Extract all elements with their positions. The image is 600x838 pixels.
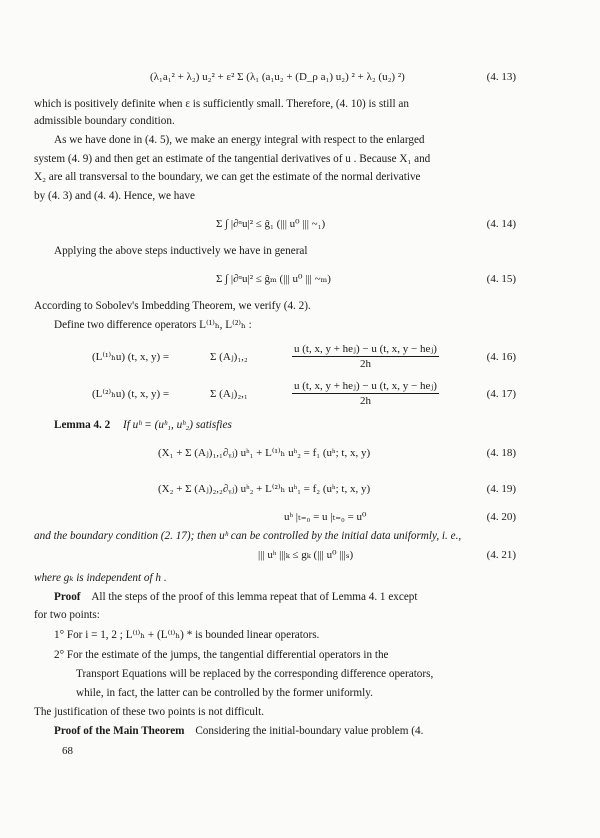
paragraph-line: for two points: <box>34 609 100 621</box>
paragraph-line: The justification of these two points is not difficult. <box>34 706 265 718</box>
paragraph-line: admissible boundary condition. <box>34 115 175 127</box>
lemma-text: If uʰ = (uʰ₁, uʰ₂) satisfies <box>123 419 232 431</box>
equation-body: Σ ∫ |∂ᵅu|² ≤ ĝₘ (||| u⁰ ||| ~ₘ) <box>216 273 331 285</box>
proof-text: All the steps of the proof of this lemma repeat that of Lemma 4. 1 except <box>91 591 418 603</box>
equation-number: (4. 18) <box>486 447 516 459</box>
equation-4-17 <box>0 381 600 411</box>
equation-sum: Σ (Aⱼ)₂,₁ <box>210 388 248 400</box>
equation-sum: Σ (Aⱼ)₁,₂ <box>210 351 248 363</box>
proof-paragraph <box>54 590 418 604</box>
list-item-continuation: while, in fact, the latter can be controlled by the former uniformly. <box>76 687 373 699</box>
equation-4-16 <box>0 344 600 374</box>
equation-body: ||| uʰ |||ₖ ≤ gₖ (||| u⁰ |||ₛ) <box>258 549 354 561</box>
fraction-denominator: 2h <box>359 395 371 407</box>
fraction-denominator: 2h <box>359 358 371 370</box>
equation-fraction <box>292 342 439 371</box>
equation-body: (λ₁a₁² + λ₂) u₂² + ε² Σ (λ₁ (a₁u₂ + (D_ρ a₁) u₂) ² + λ₂ (u₂) ²) <box>150 71 405 83</box>
lemma-continuation: and the boundary condition (2. 17); then uʰ can be controlled by the initial data uniformly, i. e., <box>34 530 462 542</box>
lemma-statement <box>54 418 232 432</box>
list-item: 2° For the estimate of the jumps, the tangential differential operators in the <box>54 649 389 661</box>
equation-number: (4. 19) <box>486 483 516 495</box>
main-proof-label: Proof of the Main Theorem <box>54 725 185 737</box>
equation-number: (4. 21) <box>486 549 516 561</box>
fraction-numerator: u (t, x, y + heⱼ) − u (t, x, y − heⱼ) <box>294 380 437 392</box>
main-theorem-proof <box>54 724 423 738</box>
equation-number: (4. 13) <box>486 71 516 83</box>
paragraph-line: X₂ are all transversal to the boundary, we can get the estimate of the normal derivative <box>34 171 421 183</box>
equation-number: (4. 17) <box>486 388 516 400</box>
paragraph-line: As we have done in (4. 5), we make an energy integral with respect to the enlarged <box>54 134 425 146</box>
equation-number: (4. 15) <box>486 273 516 285</box>
main-proof-text: Considering the initial-boundary value problem (4. <box>195 725 424 737</box>
lemma-continuation: where gₖ is independent of h . <box>34 572 167 584</box>
paragraph-line: system (4. 9) and then get an estimate of the tangential derivatives of u . Because X₁ and <box>34 153 431 165</box>
paragraph-line: According to Sobolev's Imbedding Theorem, we verify (4. 2). <box>34 300 311 312</box>
proof-label: Proof <box>54 591 81 603</box>
equation-fraction <box>292 379 439 408</box>
paragraph-line: which is positively definite when ε is sufficiently small. Therefore, (4. 10) is still an <box>34 98 409 110</box>
equation-number: (4. 16) <box>486 351 516 363</box>
equation-number: (4. 20) <box>486 511 516 523</box>
list-item-continuation: Transport Equations will be replaced by the corresponding difference operators, <box>76 668 434 680</box>
equation-lhs: (L⁽²⁾ₕu) (t, x, y) = <box>92 388 170 400</box>
fraction-numerator: u (t, x, y + heⱼ) − u (t, x, y − heⱼ) <box>294 343 437 355</box>
page-number: 68 <box>62 745 73 757</box>
list-item: 1° For i = 1, 2 ; L⁽ⁱ⁾ₕ + (L⁽ⁱ⁾ₕ) * is bounded linear operators. <box>54 629 320 641</box>
equation-body: (X₂ + Σ (Aⱼ)₂,₂∂ᵧⱼ) uʰ₂ + L⁽²⁾ₕ uʰ₁ = f₂ (uʰ; t, x, y) <box>158 483 371 495</box>
equation-body: Σ ∫ |∂ᵅu|² ≤ ĝ₁ (||| u⁰ ||| ~₁) <box>216 218 326 230</box>
equation-lhs: (L⁽¹⁾ₕu) (t, x, y) = <box>92 351 170 363</box>
paragraph-line: by (4. 3) and (4. 4). Hence, we have <box>34 190 195 202</box>
equation-number: (4. 14) <box>486 218 516 230</box>
equation-body: uʰ |ₜ₌₀ = u |ₜ₌₀ = u⁰ <box>284 511 367 523</box>
paragraph-line: Define two difference operators L⁽¹⁾ₕ, L⁽²⁾ₕ : <box>54 319 252 331</box>
lemma-label: Lemma 4. 2 <box>54 419 111 431</box>
paragraph-line: Applying the above steps inductively we have in general <box>54 245 308 257</box>
equation-body: (X₁ + Σ (Aⱼ)₁,₁∂ᵧⱼ) uʰ₁ + L⁽¹⁾ₕ uʰ₂ = f₁ (uʰ; t, x, y) <box>158 447 371 459</box>
